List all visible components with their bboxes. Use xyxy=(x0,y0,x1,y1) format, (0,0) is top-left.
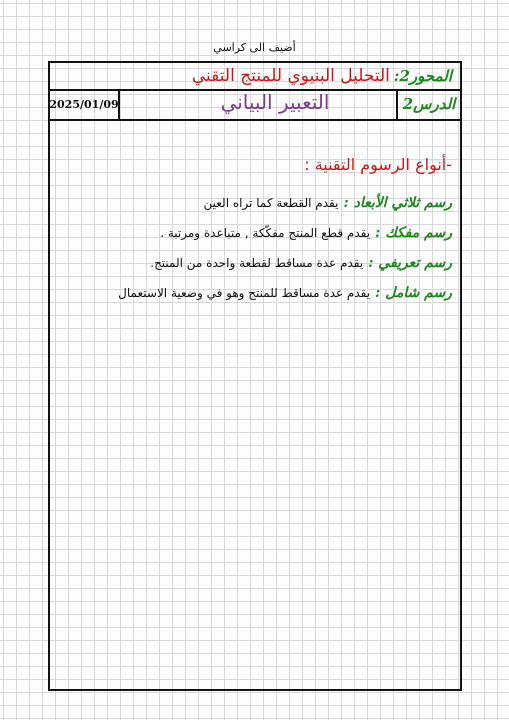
list-item xyxy=(50,277,452,307)
axis-row xyxy=(50,63,460,91)
item-term: رسم شامل : xyxy=(375,285,452,301)
item-description: يقدم قطع المنتج مفكّكة , متباعدة ومرتبة . xyxy=(160,226,371,240)
document-frame xyxy=(48,61,462,691)
list-item xyxy=(50,187,452,217)
lesson-cell xyxy=(396,89,460,119)
date: 2025/01/09 xyxy=(49,97,119,111)
item-description: يقدم عدة مساقط للمنتج وهو في وضعية الاستعمال xyxy=(118,286,371,300)
date-cell xyxy=(50,89,120,119)
lesson-title: التعبير البياني xyxy=(220,90,330,114)
content-area xyxy=(50,153,460,307)
top-note: أضيف الى كراسي xyxy=(213,41,296,54)
section-heading: -أنواع الرسوم التقنية : xyxy=(304,155,452,174)
item-term: رسم ثلاثي الأبعاد : xyxy=(343,195,452,211)
item-description: يقدم القطعة كما تراه العين xyxy=(203,196,339,210)
list-item xyxy=(50,247,452,277)
item-description: يقدم عدة مساقط لقطعة واحدة من المنتج. xyxy=(150,256,364,270)
lesson-row xyxy=(50,89,460,121)
item-term: رسم تعريفي : xyxy=(368,255,452,271)
axis-label: المحور2: xyxy=(393,67,452,85)
axis-title: التحليل البنيوي للمنتج التقني xyxy=(191,66,390,86)
item-term: رسم مفكك : xyxy=(375,225,452,241)
lesson-label: الدرس2 xyxy=(402,95,456,113)
list-item xyxy=(50,217,452,247)
